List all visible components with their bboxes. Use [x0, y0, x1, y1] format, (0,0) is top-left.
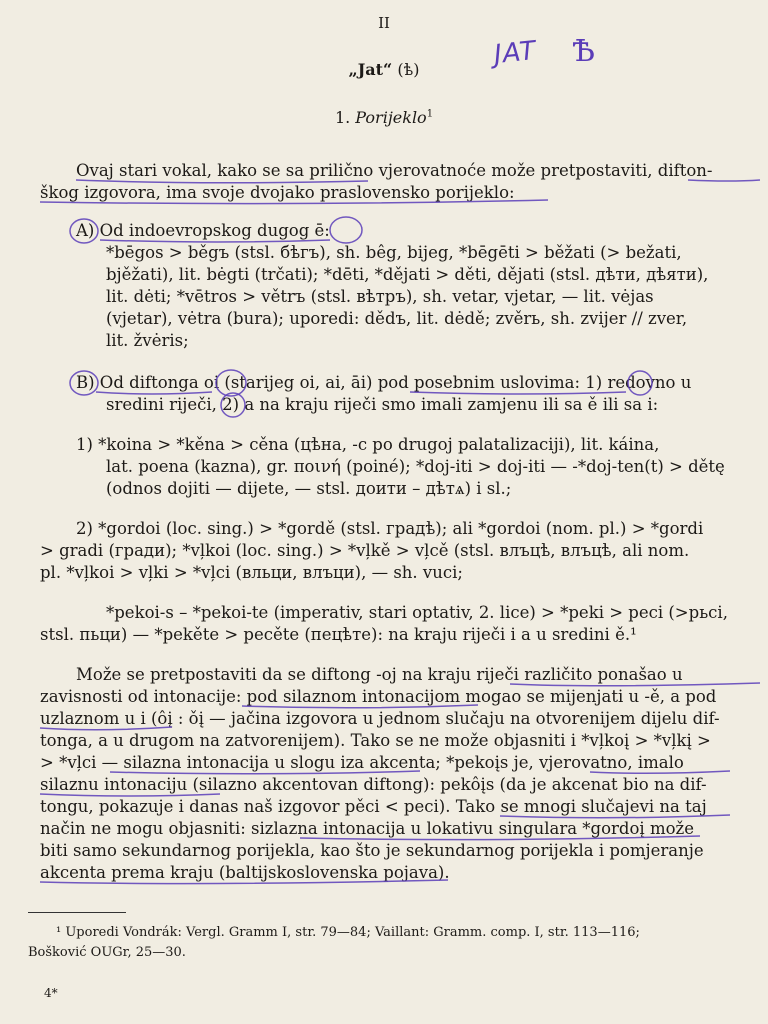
- body-line: *pekoi-s – *pekoi-te (imperativ, stari optativ, 2. lice) > *peki > peci (>рьсі,: [106, 603, 728, 622]
- body-line: *bēgos > běgъ (stsl. бѣгъ), sh. bêg, bijeg, *bēgēti > běžati (> bežati,: [106, 243, 682, 262]
- chapter-number: II: [378, 14, 390, 32]
- body-line: tongu, pokazuje i danas naš izgovor pěci < peci). Tako se mnogi slučajevi na taj: [40, 797, 707, 816]
- body-line: Ovaj stari vokal, kako se sa prilično vjerovatnoće može pretpostaviti, difton-: [76, 161, 713, 180]
- body-line: (vjetar), vėtra (bura); uporedi: dědъ, lit. dėdě; zvěrь, sh. zvijer // zver,: [106, 309, 688, 328]
- body-line: akcenta prema kraju (baltijskoslovenska pojava).: [40, 863, 450, 882]
- footnote-line: Bošković OUGr, 25—30.: [28, 945, 186, 960]
- body-line: lat. poena (kazna), gr. ποινή (poiné); *doj-iti > doj-iti — -*doj-ten(t) > dětę: [106, 457, 725, 476]
- body-line: > gradi (гради); *vļkoi (loc. sing.) > *vļkě > vļcě (stsl. влъцѣ, влъцѣ, ali nom.: [40, 541, 690, 560]
- body-line: bjěžati), lit. bėgti (trčati); *dēti, *dějati > děti, dějati (stsl. дѣти, дѣяти),: [106, 265, 709, 284]
- section-number: 1.: [334, 108, 351, 127]
- footnote-divider: [28, 912, 126, 913]
- body-line: stsl. пьци) — *pekěte > pecěte (пецѣте): na kraju riječi i a u sredini ě.¹: [40, 625, 637, 644]
- body-line: lit. dėti; *vētros > větrъ (stsl. вѣтръ), sh. vetar, vjetar, — lit. vėjas: [106, 287, 654, 306]
- body-line: 1) *koina > *kěna > cěna (цѣна, -c po drugoj palatalizaciji), lit. káina,: [76, 435, 660, 454]
- handwritten-symbol: Ѣ: [572, 34, 595, 69]
- body-line: škog izgovora, ima svoje dvojako praslovensko porijeklo:: [40, 183, 515, 202]
- body-line: sredini riječi, 2) a na kraju riječi smo imali zamjenu ili sa ě ili sa i:: [106, 395, 659, 414]
- body-line: zavisnosti od intonacije: pod silaznom intonacijom mogao se mijenjati u -ě, a pod: [40, 687, 717, 706]
- page-number: 4*: [44, 986, 58, 1000]
- title-glyph: (ѣ): [397, 60, 420, 79]
- body-line: > *vļci — silazna intonacija u slogu iza akcenta; *pekoįs je, vjerovatno, imalo: [40, 753, 684, 772]
- body-line: silaznu intonaciju (silazno akcentovan diftong): pekôįs (da je akcenat bio na dif-: [40, 775, 707, 794]
- chapter-title: [0, 60, 768, 79]
- body-line: 2) *gordoi (loc. sing.) > *gordě (stsl. градѣ); ali *gordoi (nom. pl.) > *gordi: [76, 519, 704, 538]
- section-title: Porijeklo: [355, 108, 427, 127]
- body-line: biti samo sekundarnog porijekla, kao što je sekundarnog porijekla i pomjeranje: [40, 841, 704, 860]
- handwritten-annotation: JAT: [492, 35, 538, 71]
- circle-mark-e: [330, 217, 362, 243]
- body-line: lit. žvėris;: [106, 331, 189, 350]
- body-line: tonga, a u drugom na zatvorenijem). Tako se ne može objasniti i *vļkoį > *vļkį >: [40, 731, 711, 750]
- section-heading: [0, 108, 768, 127]
- body-line: B) Od diftonga oi (starijeg oi, ai, āi) pod posebnim uslovima: 1) redovno u: [76, 373, 692, 392]
- footnote-line: ¹ Uporedi Vondrák: Vergl. Gramm I, str. 79—84; Vaillant: Gramm. comp. I, str. 113—116;: [56, 925, 640, 940]
- body-line: A) Od indoevropskog dugog ē:: [76, 221, 330, 240]
- title-main: „Jat“: [348, 60, 393, 79]
- body-line: Može se pretpostaviti da se diftong -oj na kraju riječi različito ponašao u: [76, 665, 683, 684]
- body-line: način ne mogu objasniti: sizlazna intonacija u lokativu singulara *gordoį može: [40, 819, 694, 838]
- body-line: pl. *vļkoi > vļki > *vļci (вльци, влъци), — sh. vuci;: [40, 563, 463, 582]
- body-line: uzlaznom u i (ôį : ǒį — jačina izgovora u jednom slučaju na otvorenijem dijelu dif-: [40, 709, 720, 728]
- body-line: (odnos dojiti — dijete, — stsl. доити – дѣтѧ) i sl.;: [106, 479, 512, 498]
- footnote-marker: 1: [426, 108, 434, 120]
